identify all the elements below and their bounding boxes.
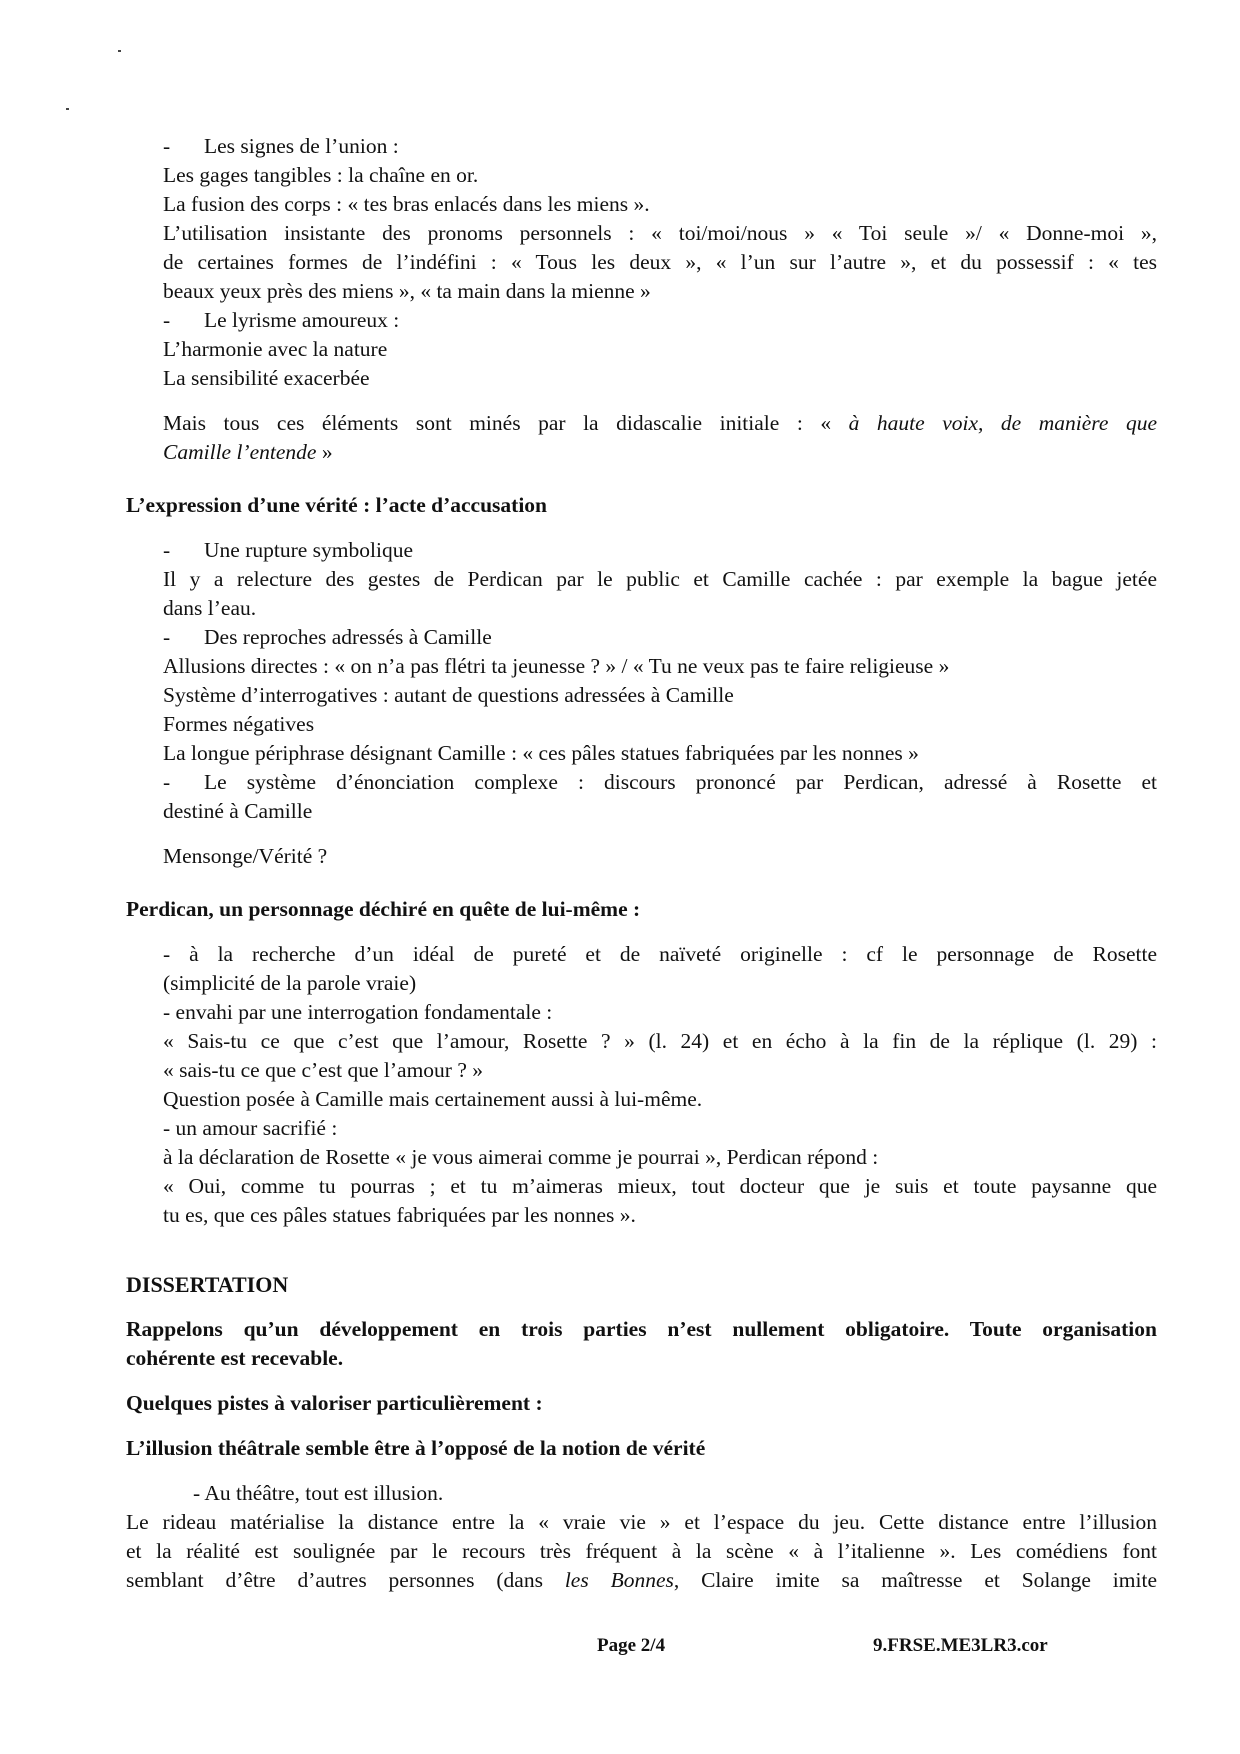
bullet-dash: -	[163, 538, 171, 562]
section-heading: Perdican, un personnage déchiré en quête de lui-même :	[126, 897, 641, 921]
text-line: à la déclaration de Rosette « je vous aimerai comme je pourrai », Perdican répond :	[163, 1145, 879, 1169]
stage-direction-quote: Camille l’entende	[163, 440, 317, 464]
text-line: - envahi par une interrogation fondamentale :	[163, 1000, 553, 1024]
bullet-line: - Le lyrisme amoureux :	[163, 306, 1157, 335]
text-line: tu es, que ces pâles statues fabriquées par les nonnes ».	[163, 1203, 636, 1227]
text-line: Les gages tangibles : la chaîne en or.	[163, 163, 479, 187]
text-line: et la réalité est soulignée par le recours très fréquent à la scène « à l’italienne ». Les comédiens font	[126, 1539, 1157, 1563]
text-line: semblant d’être d’autres personnes (dans les Bonnes, Claire imite sa maîtresse et Solange imite	[126, 1568, 1157, 1592]
bullet-dash: -	[163, 308, 171, 332]
text-line: - un amour sacrifié :	[163, 1116, 338, 1140]
text-line: (simplicité de la parole vraie)	[163, 971, 417, 995]
text-line: dans l’eau.	[163, 596, 257, 620]
text-line: Camille l’entende »	[163, 440, 333, 464]
section-heading: L’illusion théâtrale semble être à l’opposé de la notion de vérité	[126, 1436, 706, 1460]
text-line: Question posée à Camille mais certainement aussi à lui-même.	[163, 1087, 703, 1111]
text-line: - Au théâtre, tout est illusion.	[193, 1481, 444, 1505]
text-line: Mensonge/Vérité ?	[163, 844, 328, 868]
text-line: de certaines formes de l’indéfini : « Tous les deux », « l’un sur l’autre », et du possessif : « tes	[163, 250, 1157, 274]
text-line: L’harmonie avec la nature	[163, 337, 388, 361]
bullet-line: - Le système d’énonciation complexe : discours prononcé par Perdican, adressé à Rosette et	[163, 768, 1157, 797]
text-line: Allusions directes : « on n’a pas flétri ta jeunesse ? » / « Tu ne veux pas te faire religieuse »	[163, 654, 950, 678]
stage-direction-quote: à haute voix, de manière que	[848, 411, 1157, 435]
text-line: Système d’interrogatives : autant de questions adressées à Camille	[163, 683, 734, 707]
scan-speck	[66, 108, 69, 110]
text-line: L’utilisation insistante des pronoms personnels : « toi/moi/nous » « Toi seule »/ « Donne-moi »,	[163, 221, 1157, 245]
bullet-line: - Une rupture symbolique	[163, 536, 1157, 565]
text-line: La longue périphrase désignant Camille : « ces pâles statues fabriquées par les nonnes »	[163, 741, 919, 765]
scan-speck	[118, 50, 121, 52]
text-line: Le rideau matérialise la distance entre la « vraie vie » et l’espace du jeu. Cette distance entre l’illusion	[126, 1510, 1157, 1534]
bullet-line: - Des reproches adressés à Camille	[163, 623, 1157, 652]
text-line: beaux yeux près des miens », « ta main dans la mienne »	[163, 279, 651, 303]
text-line: La sensibilité exacerbée	[163, 366, 370, 390]
bold-paragraph-line: Rappelons qu’un développement en trois parties n’est nullement obligatoire. Toute organisation	[126, 1317, 1157, 1341]
document-reference: 9.FRSE.ME3LR3.cor	[873, 1635, 1048, 1656]
bullet-dash: -	[163, 770, 171, 794]
text-line: Mais tous ces éléments sont minés par la didascalie initiale : « à haute voix, de manière que	[163, 411, 1157, 435]
text-line: destiné à Camille	[163, 799, 313, 823]
bold-paragraph-line: cohérente est recevable.	[126, 1346, 344, 1370]
text-line: - à la recherche d’un idéal de pureté et de naïveté originelle : cf le personnage de Rosette	[163, 942, 1157, 966]
section-heading: Quelques pistes à valoriser particulièrement :	[126, 1391, 543, 1415]
text-line: « Oui, comme tu pourras ; et tu m’aimeras mieux, tout docteur que je suis et toute paysanne que	[163, 1174, 1157, 1198]
dissertation-heading: DISSERTATION	[126, 1272, 289, 1297]
section-heading: L’expression d’une vérité : l’acte d’accusation	[126, 493, 548, 517]
page-number: Page 2/4	[597, 1635, 666, 1656]
text-line: La fusion des corps : « tes bras enlacés dans les miens ».	[163, 192, 650, 216]
bullet-line: - Les signes de l’union :	[163, 132, 1157, 161]
bullet-dash: -	[163, 134, 171, 158]
bullet-dash: -	[163, 625, 171, 649]
text-line: Il y a relecture des gestes de Perdican par le public et Camille cachée : par exemple la bague jetée	[163, 567, 1157, 591]
text-line: Formes négatives	[163, 712, 315, 736]
page-body	[126, 132, 1157, 1595]
work-title: les Bonnes	[564, 1568, 674, 1592]
text-line: « Sais-tu ce que c’est que l’amour, Rosette ? » (l. 24) et en écho à la fin de la réplique (l. 29) :	[163, 1029, 1157, 1053]
text-line: « sais-tu ce que c’est que l’amour ? »	[163, 1058, 483, 1082]
